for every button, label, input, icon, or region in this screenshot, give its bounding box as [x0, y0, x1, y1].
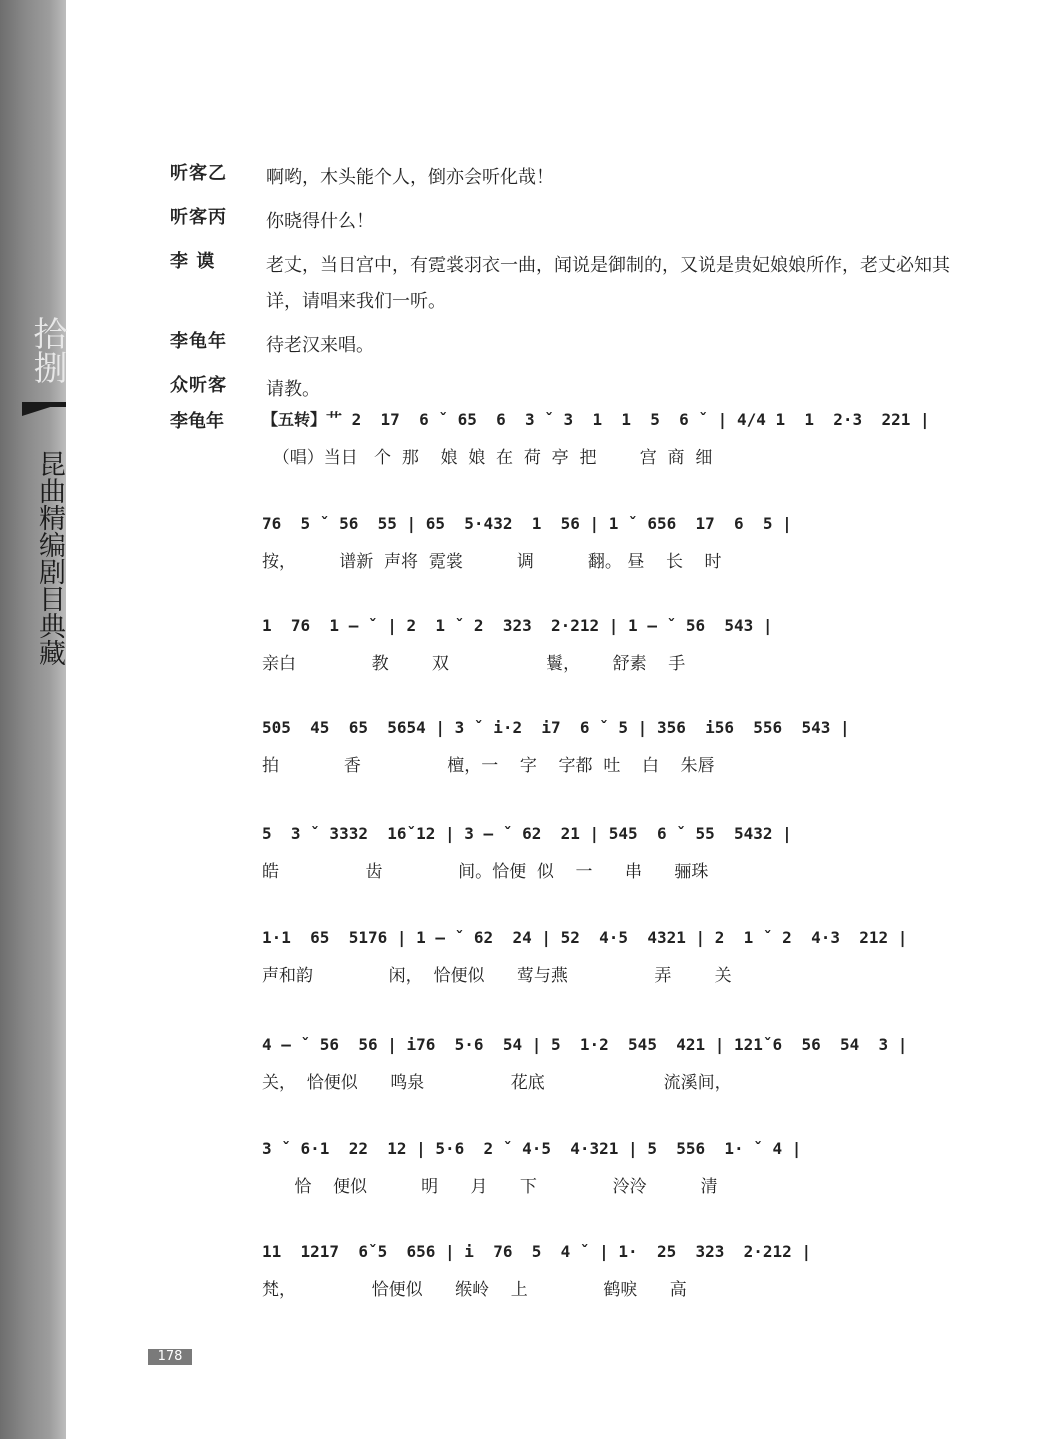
dialogue-line	[170, 248, 970, 320]
score-system	[262, 512, 962, 574]
page-number: 178	[148, 1349, 192, 1365]
lyric-line: （唱）当日 个 那 娘 娘 在 荷 亭 把 宫 商 细	[262, 448, 713, 468]
score-system	[262, 716, 962, 778]
dialogue-line	[170, 204, 970, 240]
lyric-line: 亲白 教 双 鬟， 舒素 手	[262, 654, 686, 674]
book-title: 拾捌	[27, 316, 67, 384]
side-wedge	[22, 402, 66, 416]
lyric-line: 按， 谱新 声将 霓裳 调 翻。 昼 长 时	[262, 552, 722, 572]
dialogue-line	[170, 160, 970, 196]
score-system	[262, 1033, 962, 1095]
lyric-line: 声和韵 闲， 恰便似 莺与燕 弄 关	[262, 966, 732, 986]
speech-text: 请教。	[266, 379, 320, 400]
speaker-name: 听客丙	[170, 207, 227, 228]
speech-text: 待老汉来唱。	[266, 335, 374, 356]
speaker-name: 众听客	[170, 375, 227, 396]
lyric-line: 梵， 恰便似 缑岭 上 鹤唳 高	[262, 1280, 687, 1300]
lyric-line: 拍 香 檀，一 字 字都 吐 白 朱唇	[262, 756, 715, 776]
notation-line: 76 5 ˇ 56 55 | 65 5·432 1 56 | 1 ˇ 656 17 6 5 |	[262, 514, 792, 533]
notation-line: 1·1 65 5176 | 1 — ˇ 62 24 | 52 4·5 4321 | 2 1 ˇ 2 4·3 212 |	[262, 928, 908, 947]
lyric-line: 恰 便似 明 月 下 泠泠 清	[262, 1177, 718, 1197]
dialogue-block	[170, 160, 970, 416]
speaker-name: 李龟年	[170, 331, 227, 352]
lyric-line: 皓 齿 间。恰便 似 一 串 骊珠	[262, 862, 709, 882]
side-tab	[0, 0, 66, 1439]
dialogue-line	[170, 328, 970, 364]
score-system	[262, 1240, 962, 1302]
series-title: 昆曲精编剧目典藏	[34, 450, 65, 666]
dialogue-line	[170, 372, 970, 408]
score-system	[262, 1137, 962, 1199]
lyric-line: 关， 恰便似 鸣泉 花底 流溪间，	[262, 1073, 732, 1093]
score-system	[262, 822, 962, 884]
speaker-name: 听客乙	[170, 163, 227, 184]
speech-text: 啊哟，木头能个人，倒亦会听化哉！	[266, 167, 554, 188]
score-system	[262, 614, 962, 676]
notation-line: 4 — ˇ 56 56 | i76 5·6 54 | 5 1·2 545 421 | 121ˇ6 56 54 3 |	[262, 1035, 908, 1054]
score-system	[262, 408, 962, 470]
notation-line: 3 ˇ 6·1 22 12 | 5·6 2 ˇ 4·5 4·321 | 5 556 1· ˇ 4 |	[262, 1139, 802, 1158]
notation-line: 11 1217 6ˇ5 656 | i 76 5 4 ˇ | 1· 25 323 2·212 |	[262, 1242, 812, 1261]
notation-line: 5 3 ˇ 3332 16ˇ12 | 3 — ˇ 62 21 | 545 6 ˇ 55 5432 |	[262, 824, 792, 843]
notation-line: 1 76 1 — ˇ | 2 1 ˇ 2 323 2·212 | 1 — ˇ 56 543 |	[262, 616, 773, 635]
score-singer: 李龟年	[170, 411, 224, 432]
speech-text: 你晓得什么！	[266, 211, 374, 232]
score-system	[262, 926, 962, 988]
notation-line: 505 45 65 5654 | 3 ˇ i·2 i7 6 ˇ 5 | 356 i56 556 543 |	[262, 718, 850, 737]
notation-line: 【五转】艹 2 17 6 ˇ 65 6 3 ˇ 3 1 1 5 6 ˇ | 4/4 1 1 2·3 221 |	[262, 410, 930, 429]
speaker-name: 李 谟	[170, 251, 216, 272]
speech-text: 老丈，当日宫中，有霓裳羽衣一曲，闻说是御制的，又说是贵妃娘娘所作，老丈必知其详，请唱来我们一听。	[266, 255, 950, 312]
